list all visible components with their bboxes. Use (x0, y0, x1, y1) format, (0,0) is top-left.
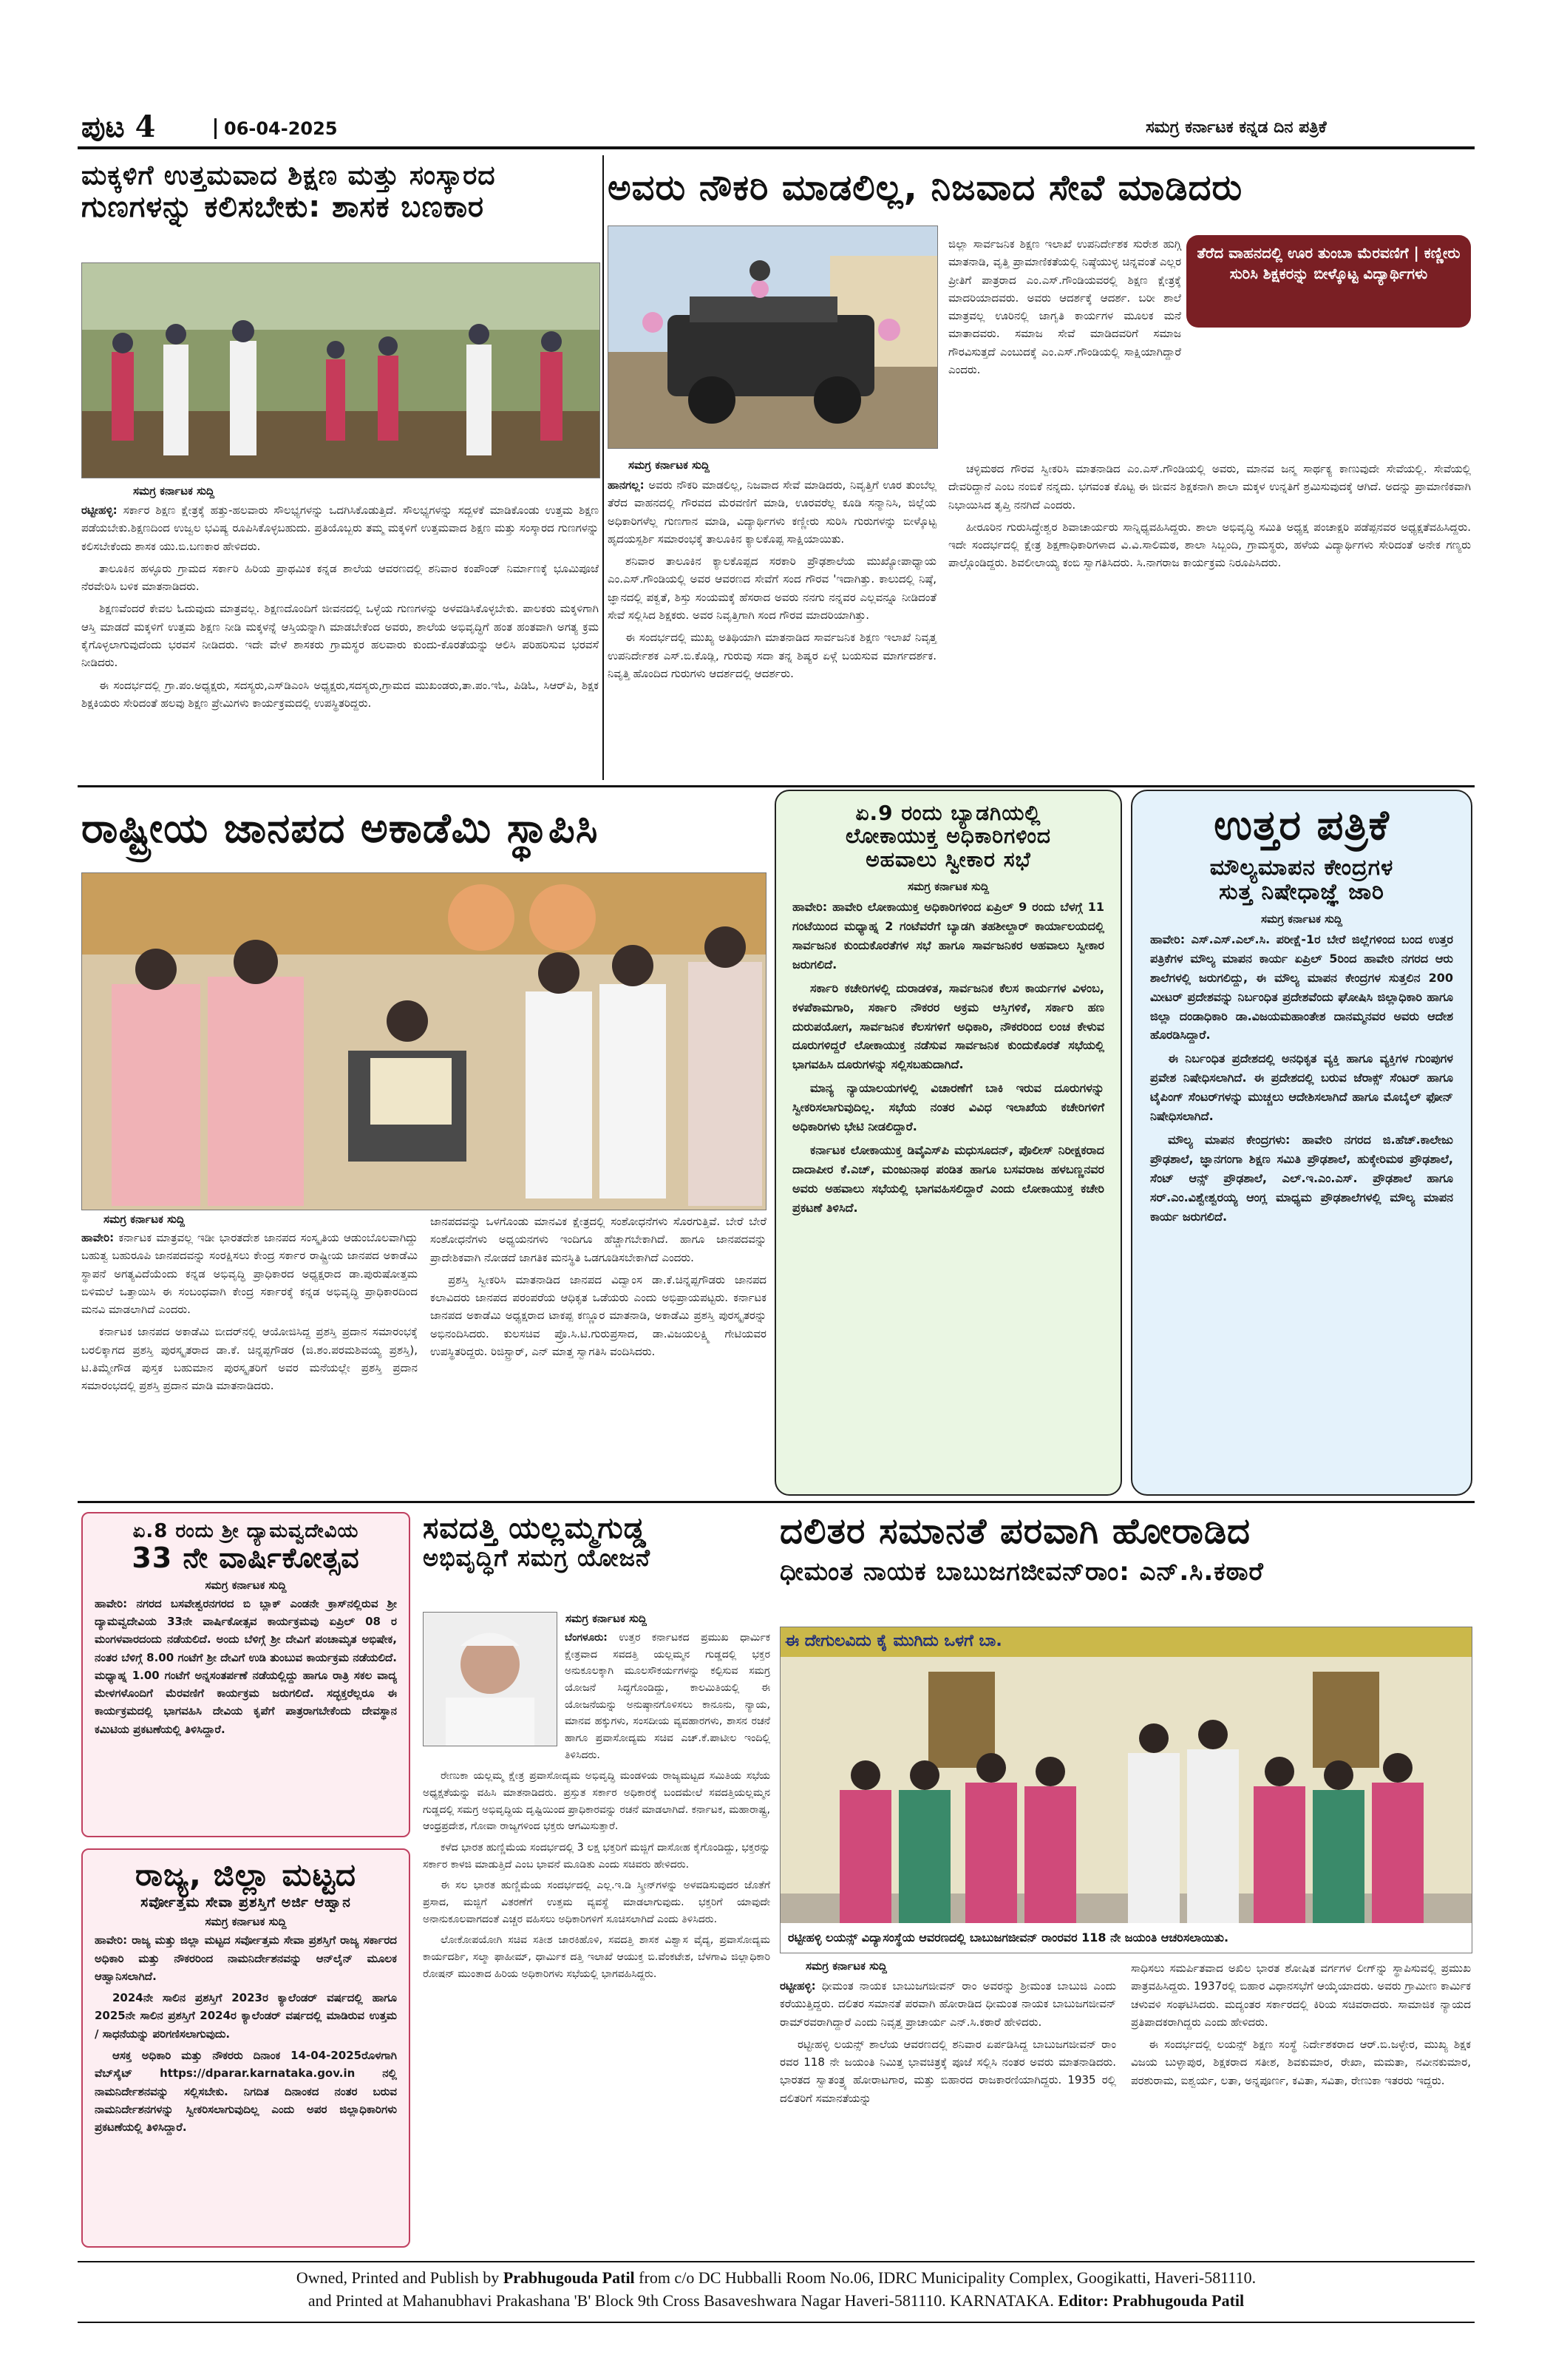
uttara-subtitle: ಮೌಲ್ಯಮಾಪನ ಕೇಂದ್ರಗಳ ಸುತ್ತ ನಿಷೇಧಾಜ್ಞೆ ಜಾರಿ (1209, 854, 1394, 906)
article1-headline: ಮಕ್ಕಳಿಗೆ ಉತ್ತಮವಾದ ಶಿಕ್ಷಣ ಮತ್ತು ಸಂಸ್ಕಾರದ ಗುಣಗಳನ್ನು ಕಲಿಸಬೇಕು: ಶಾಸಕ ಬಣಕಾರ (81, 160, 496, 225)
column-divider (602, 155, 604, 780)
masthead-date: 06-04-2025 (214, 118, 338, 139)
footer-imprint: Owned, Printed and Publish by Prabhugouda Patil from c/o DC Hubballi Room No.06, IDRC Municipality Complex, Googikatti, Haveri-581110. and Printed at Mahanubhavi Prakashana 'B' Block 9th Cross Basaveshwara Nagar Haveri-581110. KARNATAKA. Editor: Prabhugouda Patil (296, 2268, 1257, 2310)
dyamavva-dateline: ಹಾವೇರಿ: (95, 1596, 128, 1610)
article2-body-col3: ಚಳ್ಳಿಮಠದ ಗೌರವ ಸ್ವೀಕರಿಸಿ ಮಾತನಾಡಿದ ಎಂ.ಎಸ್.ಗೌಂಡಿಯಲ್ಲಿ ಅವರು, ಮಾನವ ಜನ್ಮ ಸಾರ್ಥಕ್ಯ ಕಾಣುವುದೇ ಸೇವೆಯಲ್ಲಿ. ಸೇವೆಯಲ್ಲಿ ದೇವರಿದ್ದಾನೆ ಎಂಬ ನಂಬಿಕೆ ನನ್ನದು. ಭಗವಂತ ಕೊಟ್ಟ ಈ ಜೀವನ ಶಿಕ್ಷಕನಾಗಿ ಶಾಲಾ ಮಕ್ಕಳ ಉನ್ನತಿಗೆ ಶ್ರಮಿಸುವುದಕ್ಕೆ ಆಗಿದೆ. ಅದನ್ನು ಪ್ರಾಮಾಣಿಕವಾಗಿ ನಿಭಾಯಿಸಿದ ತೃಪ್ತಿ ನನಗಿದೆ ಎಂದರು. ಹೀರೂರಿನ ಗುರುಸಿದ್ಧೇಶ್ವರ ಶಿವಾಚಾರ್ಯರು ಸಾನ್ನಿಧ್ಯವಹಿಸಿದ್ದರು. ಶಾಲಾ ಅಭಿವೃದ್ಧಿ ಸಮಿತಿ ಅಧ್ಯಕ್ಷ ಪಂಚಾಕ್ಷರಿ ಪಡೆಪ್ಪನವರ ಅಧ್ಯಕ್ಷತೆವಹಿಸಿದ್ದರು. ಇದೇ ಸಂದರ್ಭದಲ್ಲಿ ಕ್ಷೇತ್ರ ಶಿಕ್ಷಣಾಧಿಕಾರಿಗಳಾದ ವಿ.ವಿ.ಸಾಲಿಮಠ, ಶಾಲಾ ಸಿಬ್ಬಂದಿ, ಗ್ರಾಮಸ್ಥರು, ಹಳೆಯ ವಿದ್ಯಾರ್ಥಿಗಳು ಸೇರಿದಂತೆ ಅನೇಕ ಗಣ್ಯರು ಪಾಲ್ಗೊಂಡಿದ್ದರು. ಶಿವಲೀಲಾಯ್ಯ ಕಂಬಿ ಸ್ವಾಗತಿಸಿದರು. ಸಿ.ನಾಗರಾಜ ಕಾರ್ಯಕ್ರಮ ನಿರೂಪಿಸಿದರು. (948, 462, 1471, 570)
page-label: ಪುಟ 4 (81, 109, 156, 144)
article3-dateline: ಹಾವೇರಿ: (81, 1231, 115, 1244)
paper-name: ಸಮಗ್ರ ಕರ್ನಾಟಕ ಕನ್ನಡ ದಿನ ಪತ್ರಿಕೆ (1146, 118, 1327, 137)
article3-body-col1: ಹಾವೇರಿ: ಕರ್ನಾಟಕ ಮಾತ್ರವಲ್ಲ ಇಡೀ ಭಾರತದೇಶ ಜಾನಪದ ಸಂಸ್ಕೃತಿಯ ಆಡುಂಬೊಲವಾಗಿದ್ದು ಬಹುತ್ವ ಬಹುರೂಪಿ ಜಾನಪದವನ್ನು ಸಂರಕ್ಷಿಸಲು ಕೇಂದ್ರ ಸರ್ಕಾರ ರಾಷ್ಟ್ರೀಯ ಜಾನಪದ ಅಕಾಡೆಮಿ ಸ್ಥಾಪನೆ ಅಗತ್ಯವಿದೆಯೆಂದು ಕನ್ನಡ ಅಭಿವೃದ್ಧಿ ಪ್ರಾಧಿಕಾರದ ಅಧ್ಯಕ್ಷರಾದ ಡಾ.ಪುರುಷೋತ್ತಮ ಬಿಳಿಮಲೆ ಒತ್ತಾಯಿಸಿ ಈ ಸಂಬಂಧವಾಗಿ ಕೇಂದ್ರ ಸರ್ಕಾರಕ್ಕೆ ಕನ್ನಡ ಅಭಿವೃದ್ಧಿ ಪ್ರಾಧಿಕಾರದಿಂದ ಮನವಿ ಮಾಡಲಾಗಿದೆ ಎಂದರು. ಕರ್ನಾಟಕ ಜಾನಪದ ಅಕಾಡೆಮಿ ಬೀದರ್‌ನಲ್ಲಿ ಆಯೋಜಿಸಿದ್ದ ಪ್ರಶಸ್ತಿ ಪ್ರದಾನ ಸಮಾರಂಭಕ್ಕೆ ಬರಲಿಕ್ಕಾಗದ ಪ್ರಶಸ್ತಿ ಪುರಸ್ಕೃತರಾದ ಡಾ.ಕೆ. ಚಿನ್ನಪ್ಪಗೌಡರ (ಜಿ.ಶಂ.ಪರಮಶಿವಯ್ಯ ಪ್ರಶಸ್ತಿ), ಟಿ.ತಿಮ್ಮೇಗೌಡ ಪುಸ್ತಕ ಬಹುಮಾನ ಪುರಸ್ಕೃತರಿಗೆ ಅವರ ಮನೆಯಲ್ಲೇ ಪ್ರಶಸ್ತಿ ಪ್ರದಾನ ಸಮಾರಂಭದಲ್ಲಿ ಪ್ರಶಸ್ತಿ ಪ್ರದಾನ ಮಾಡಿ ಮಾತನಾಡಿದರು. (81, 1231, 418, 1393)
lokayukta-byline: ಸಮಗ್ರ ಕರ್ನಾಟಕ ಸುದ್ದಿ (908, 880, 989, 894)
article2-highlight-box: ತೆರೆದ ವಾಹನದಲ್ಲಿ ಊರ ತುಂಬಾ ಮೆರವಣಿಗೆ | ಕಣ್ಣೀರು ಸುರಿಸಿ ಶಿಕ್ಷಕರನ್ನು ಬೀಳ್ಕೊಟ್ಟ ವಿದ್ಯಾರ್ಥಿಗಳು (1186, 235, 1471, 328)
award-ceremony-photo (82, 873, 766, 1210)
article3-photo (81, 872, 766, 1210)
article5-photo (780, 1627, 1472, 1953)
award-body: ಹಾವೇರಿ: ರಾಜ್ಯ ಮತ್ತು ಜಿಲ್ಲಾ ಮಟ್ಟದ ಸರ್ವೋತ್ತಮ ಸೇವಾ ಪ್ರಶಸ್ತಿಗೆ ರಾಜ್ಯ ಸರ್ಕಾರದ ಅಧಿಕಾರಿ ಮತ್ತು ನೌಕರರಿಂದ ನಾಮನಿರ್ದೇಶನವನ್ನು ಆನ್‌ಲೈನ್ ಮೂಲಕ ಆಹ್ವಾನಿಸಲಾಗಿದೆ. 2024ನೇ ಸಾಲಿನ ಪ್ರಶಸ್ತಿಗೆ 2023ರ ಕ್ಯಾಲೆಂಡರ್ ವರ್ಷದಲ್ಲಿ ಹಾಗೂ 2025ನೇ ಸಾಲಿನ ಪ್ರಶಸ್ತಿಗೆ 2024ರ ಕ್ಯಾಲೆಂಡರ್ ವರ್ಷದಲ್ಲಿ ಮಾಡಿರುವ ಉತ್ತಮ / ಸಾಧನೆಯನ್ನು ಪರಿಗಣಿಸಲಾಗುವುದು. ಆಸಕ್ತ ಅಧಿಕಾರಿ ಮತ್ತು ನೌಕರರು ದಿನಾಂಕ 14-04-2025ರೊಳಗಾಗಿ ವೆಬ್‌ಸೈಟ್ https://dparar.karnataka.gov.in ನಲ್ಲಿ ನಾಮನಿರ್ದೇಶನವನ್ನು ಸಲ್ಲಿಸಬೇಕು. ನಿಗದಿತ ದಿನಾಂಕದ ನಂತರ ಬರುವ ನಾಮನಿರ್ದೇಶನಗಳನ್ನು ಸ್ವೀಕರಿಸಲಾಗುವುದಿಲ್ಲ ಎಂದು ಅಪರ ಜಿಲ್ಲಾಧಿಕಾರಿಗಳು ಪ್ರಕಟಣೆಯಲ್ಲಿ ತಿಳಿಸಿದ್ದಾರೆ. (95, 1933, 397, 2135)
uttara-body: ಹಾವೇರಿ: ಎಸ್.ಎಸ್.ಎಲ್.ಸಿ. ಪರೀಕ್ಷೆ-1ರ ಬೇರೆ ಜಿಲ್ಲೆಗಳಿಂದ ಬಂದ ಉತ್ತರ ಪತ್ರಿಕೆಗಳ ಮೌಲ್ಯ ಮಾಪನ ಕಾರ್ಯ ಏಪ್ರಿಲ್ 5ರಿಂದ ಹಾವೇರಿ ನಗರದ ಆರು ಶಾಲೆಗಳಲ್ಲಿ ಜರುಗಲಿದ್ದು, ಈ ಮೌಲ್ಯ ಮಾಪನ ಕೇಂದ್ರಗಳ ಸುತ್ತಲಿನ 200 ಮೀಟರ್ ಪ್ರದೇಶವನ್ನು ನಿರ್ಬಂಧಿತ ಪ್ರದೇಶವೆಂದು ಘೋಷಿಸಿ ಜಿಲ್ಲಾಧಿಕಾರಿ ಹಾಗೂ ಜಿಲ್ಲಾ ದಂಡಾಧಿಕಾರಿ ಡಾ.ವಿಜಯಮಹಾಂತೇಶ ದಾನಮ್ಮನವರ ಅವರು ಆದೇಶ ಹೊರಡಿಸಿದ್ದಾರೆ. ಈ ನಿರ್ಬಂಧಿತ ಪ್ರದೇಶದಲ್ಲಿ ಅನಧಿಕೃತ ವ್ಯಕ್ತಿ ಹಾಗೂ ವ್ಯಕ್ತಿಗಳ ಗುಂಪುಗಳ ಪ್ರವೇಶ ನಿಷೇಧಿಸಲಾಗಿದೆ. ಈ ಪ್ರದೇಶದಲ್ಲಿ ಬರುವ ಜೆರಾಕ್ಸ್ ಸೆಂಟರ್ ಹಾಗೂ ಟೈಪಿಂಗ್ ಸೆಂಟರ್‌ಗಳನ್ನು ಮುಚ್ಚಲು ಆದೇಶಿಸಲಾಗಿದೆ ಹಾಗೂ ಮೊಬೈಲ್ ಫೋನ್ ನಿಷೇಧಿಸಲಾಗಿದೆ. ಮೌಲ್ಯ ಮಾಪನ ಕೇಂದ್ರಗಳು: ಹಾವೇರಿ ನಗರದ ಜಿ.ಹೆಚ್.ಕಾಲೇಜು ಪ್ರೌಢಶಾಲೆ, ಜ್ಞಾನಗಂಗಾ ಶಿಕ್ಷಣ ಸಮಿತಿ ಪ್ರೌಢಶಾಲೆ, ಹುಕ್ಕೇರಿಮಠ ಪ್ರೌಢಶಾಲೆ, ಸೆಂಟ್ ಆನ್ಸ್ ಪ್ರೌಢಶಾಲೆ, ಎಲ್.ಇ.ಎಂ.ಎಸ್. ಪ್ರೌಢಶಾಲೆ ಹಾಗೂ ಸರ್.ಎಂ.ವಿಶ್ವೇಶ್ವರಯ್ಯ ಆಂಗ್ಲ ಮಾಧ್ಯಮ ಪ್ರೌಢಶಾಲೆಗಳಲ್ಲಿ ಮೌಲ್ಯ ಮಾಪನ ಕಾರ್ಯ ಜರುಗಲಿದೆ. (1150, 932, 1453, 1224)
article4-dateline: ಬೆಂಗಳೂರು: (565, 1632, 608, 1644)
article2-dateline: ಹಾನಗಲ್ಲ: (608, 478, 645, 492)
award-box (81, 1848, 410, 2248)
lokayukta-dateline: ಹಾವೇರಿ: (792, 900, 828, 915)
article2-headline: ಅವರು ನೌಕರಿ ಮಾಡಲಿಲ್ಲ, ನಿಜವಾದ ಸೇವೆ ಮಾಡಿದರು (608, 167, 1243, 208)
uttara-patrike-box (1131, 790, 1472, 1496)
lokayukta-body: ಹಾವೇರಿ: ಹಾವೇರಿ ಲೋಕಾಯುಕ್ತ ಅಧಿಕಾರಿಗಳಿಂದ ಏಪ್ರಿಲ್ 9 ರಂದು ಬೆಳಗ್ಗೆ 11 ಗಂಟೆಯಿಂದ ಮಧ್ಯಾಹ್ನ 2 ಗಂಟೆವರೆಗೆ ಬ್ಯಾಡಗಿ ತಹಶೀಲ್ದಾರ್ ಕಾರ್ಯಾಲಯದಲ್ಲಿ ಸಾರ್ವಜನಿಕ ಕುಂದುಕೊರತೆಗಳ ಸಭೆ ಹಾಗೂ ಸಾರ್ವಜನಿಕರ ಅಹವಾಲು ಸ್ವೀಕಾರ ಜರುಗಲಿದೆ. ಸರ್ಕಾರಿ ಕಚೇರಿಗಳಲ್ಲಿ ದುರಾಡಳಿತ, ಸಾರ್ವಜನಿಕ ಕೆಲಸ ಕಾರ್ಯಗಳ ವಿಳಂಬ, ಕಳಪೆಕಾಮಗಾರಿ, ಸರ್ಕಾರಿ ನೌಕರರ ಅಕ್ರಮ ಆಸ್ತಿಗಳಿಕೆ, ಸರ್ಕಾರಿ ಹಣ ದುರುಪಯೋಗ, ಸಾರ್ವಜನಿಕ ಕೆಲಸಗಳಿಗೆ ಅಧಿಕಾರಿ, ನೌಕರರಿಂದ ಲಂಚ ಕೇಳುವ ದೂರುಗಳಿದ್ದರೆ ಲೋಕಾಯುಕ್ತ ನಡೆಸುವ ಸಾರ್ವಜನಿಕ ಕುಂದುಕೊರತೆ ಸಭೆಯಲ್ಲಿ ಭಾಗವಹಿಸಿ ದೂರುಗಳನ್ನು ಸಲ್ಲಿಸಬಹುದಾಗಿದೆ. ಮಾನ್ಯ ನ್ಯಾಯಾಲಯಗಳಲ್ಲಿ ವಿಚಾರಣೆಗೆ ಬಾಕಿ ಇರುವ ದೂರುಗಳನ್ನು ಸ್ವೀಕರಿಸಲಾಗುವುದಿಲ್ಲ. ಸಭೆಯ ನಂತರ ವಿವಿಧ ಇಲಾಖೆಯ ಕಚೇರಿಗಳಿಗೆ ಅಧಿಕಾರಿಗಳು ಭೇಟಿ ನೀಡಲಿದ್ದಾರೆ. ಕರ್ನಾಟಕ ಲೋಕಾಯುಕ್ತ ಡಿವೈಎಸ್‌ಪಿ ಮಧುಸೂದನ್, ಪೊಲೀಸ್ ನಿರೀಕ್ಷಕರಾದ ದಾದಾಪೀರ ಕೆ.ಎಚ್, ಮಂಜುನಾಥ ಪಂಡಿತ ಹಾಗೂ ಬಸವರಾಜ ಹಳಬಣ್ಣನವರ ಅವರು ಅಹವಾಲು ಸಭೆಯಲ್ಲಿ ಭಾಗವಹಿಸಲಿದ್ದಾರೆ ಎಂದು ಲೋಕಾಯುಕ್ತ ಕಚೇರಿ ಪ್ರಕಟಣೆ ತಿಳಿಸಿದೆ. (792, 900, 1104, 1215)
uttara-title: ಉತ್ತರ ಪತ್ರಿಕೆ (1214, 801, 1390, 850)
section-rule (78, 785, 1475, 787)
article2-photo (608, 226, 938, 449)
article4-headline: ಸವದತ್ತಿ ಯಲ್ಲಮ್ಮಗುಡ್ಡ ಅಭಿವೃದ್ಧಿಗೆ ಸಮಗ್ರ ಯೋಜನೆ (423, 1511, 651, 1572)
jeep-procession-photo (608, 226, 937, 448)
article2-body-col2: ಜಿಲ್ಲಾ ಸಾರ್ವಜನಿಕ ಶಿಕ್ಷಣ ಇಲಾಖೆ ಉಪನಿರ್ದೇಶಕ ಸುರೇಶ ಹುಗ್ಗಿ ಮಾತನಾಡಿ, ವೃತ್ತಿ ಪ್ರಾಮಾಣಿಕತೆಯಲ್ಲಿ ನಿಷ್ಠೆಯುಳ್ಳ ಚಿನ್ನವಂತೆ ಎಲ್ಲರ ಪ್ರೀತಿಗೆ ಪಾತ್ರರಾದ ಎಂ.ಎಸ್.ಗೌಂಡಿಯವರಲ್ಲಿ ಶಿಕ್ಷಣ ಕ್ಷೇತ್ರಕ್ಕೆ ಮಾದರಿಯಾದವರು. ಅವರು ಆದರ್ಶಕ್ಕೆ ಆದರ್ಶ. ಬರೀ ಶಾಲೆ ಮಾತ್ರವಲ್ಲ ಊರಿನಲ್ಲಿ ಜಾಗೃತಿ ಕಾರ್ಯಗಳ ಮೂಲಕ ಮನೆ ಮಾತಾದವರು. ಸಮಾಜ ಸೇವೆ ಮಾಡಿದವರಿಗೆ ಸಮಾಜ ಗೌರವಿಸುತ್ತದೆ ಎಂಬುದಕ್ಕೆ ಎಂ.ಎಸ್.ಗೌಂಡಿಯಲ್ಲಿ ಸಾಕ್ಷಿಯಾಗಿದ್ದಾರೆ ಎಂದರು. (948, 237, 1181, 377)
article1-photo (81, 262, 600, 478)
article3-byline: ಸಮಗ್ರ ಕರ್ನಾಟಕ ಸುದ್ದಿ (103, 1213, 185, 1226)
article1-byline: ಸಮಗ್ರ ಕರ್ನಾಟಕ ಸುದ್ದಿ (133, 484, 214, 498)
students-planting-photo (82, 263, 599, 478)
footer-rule-top (78, 2261, 1475, 2262)
dyamavva-byline: ಸಮಗ್ರ ಕರ್ನಾಟಕ ಸುದ್ದಿ (205, 1578, 287, 1592)
article3-body-col2: ಜಾನಪದವನ್ನು ಒಳಗೊಂಡು ಮಾನವಿಕ ಕ್ಷೇತ್ರದಲ್ಲಿ ಸಂಶೋಧನೆಗಳು ಸೊರಗುತ್ತಿವೆ. ಬೇರೆ ಬೇರೆ ಸಂಶೋಧನೆಗಳು ಅಧ್ಯಯನಗಳು ಇಂದಿಗೂ ಹೆಚ್ಚಾಗಬೇಕಾಗಿದೆ. ಹಾಗೂ ಜಾನಪದವನ್ನು ಪ್ರಾದೇಶಿಕವಾಗಿ ನೋಡದೆ ಜಾಗತಿಕ ಮನಸ್ಥಿತಿ ಒಡಗೂಡಿಸಬೇಕಾಗಿದೆ ಎಂದರು. ಪ್ರಶಸ್ತಿ ಸ್ವೀಕರಿಸಿ ಮಾತನಾಡಿದ ಜಾನಪದ ವಿದ್ವಾಂಸ ಡಾ.ಕೆ.ಚಿನ್ನಪ್ಪಗೌಡರು ಜಾನಪದ ಕಲಾವಿದರು ಜಾನಪದ ಪರಂಪರೆಯ ಆಧಿಕೃತ ಒಡೆಯರು ಎಂದು ಅಭಿಪ್ರಾಯಪಟ್ಟರು. ಕರ್ನಾಟಕ ಜಾನಪದ ಅಕಾಡೆಮಿ ಅಧ್ಯಕ್ಷರಾದ ಟಾಕಪ್ಪ ಕಣ್ಣೂರ ಮಾತನಾಡಿ, ಅಕಾಡೆಮಿ ಪ್ರಶಸ್ತಿ ಪುರಸ್ಕೃತರನ್ನು ಅಭಿನಂದಿಸಿದರು. ಕುಲಸಚಿವ ಪ್ರೊ.ಸಿ.ಟಿ.ಗುರುಪ್ರಸಾದ, ಡಾ.ವಿಜಯಲಕ್ಷ್ಮಿ ಗೇಟಿಯವರ ಉಪಸ್ಥಿತರಿದ್ದರು. ರಿಜಿಸ್ಟ್ರಾರ್, ಎನ್ ಮಾತ್ತ ಸ್ವಾಗತಿಸಿ ವಂದಿಸಿದರು. (430, 1215, 766, 1359)
article1-body: ರಟ್ಟೀಹಳ್ಳಿ: ಸರ್ಕಾರ ಶಿಕ್ಷಣ ಕ್ಷೇತ್ರಕ್ಕೆ ಹತ್ತು-ಹಲವಾರು ಸೌಲಭ್ಯಗಳನ್ನು ಒದಗಿಸಿಕೊಡುತ್ತಿದೆ. ಸೌಲಭ್ಯಗಳನ್ನು ಸದ್ಬಳಕೆ ಮಾಡಿಕೊಂಡು ಉತ್ತಮ ಶಿಕ್ಷಣ ಪಡೆಯಬೇಕು.ಶಿಕ್ಷಣದಿಂದ ಉಜ್ವಲ ಭವಿಷ್ಯ ರೂಪಿಸಿಕೊಳ್ಳಬಹುದು. ಪ್ರತಿಯೊಬ್ಬರು ತಮ್ಮ ಮಕ್ಕಳಿಗೆ ಉತ್ತಮವಾದ ಶಿಕ್ಷಣ ಮತ್ತು ಸಂಸ್ಕಾರದ ಗುಣಗಳನ್ನು ಕಲಿಸಬೇಕೆಂದು ಶಾಸಕ ಯು.ಬಿ.ಬಣಕಾರ ಹೇಳಿದರು. ತಾಲೂಕಿನ ಹಳ್ಳೂರು ಗ್ರಾಮದ ಸರ್ಕಾರಿ ಹಿರಿಯ ಪ್ರಾಥಮಿಕ ಕನ್ನಡ ಶಾಲೆಯ ಆವರಣದಲ್ಲಿ ಶನಿವಾರ ಕಂಪೌಂಡ್ ನಿರ್ಮಾಣಕ್ಕೆ ಭೂಮಿಪೂಜೆ ನೆರವೇರಿಸಿ ಬಳಿಕ ಮಾತನಾಡಿದರು. ಶಿಕ್ಷಣವೆಂದರೆ ಕೇವಲ ಓದುವುದು ಮಾತ್ರವಲ್ಲ. ಶಿಕ್ಷಣದೊಂದಿಗೆ ಜೀವನದಲ್ಲಿ ಒಳ್ಳೆಯ ಗುಣಗಳನ್ನು ಅಳವಡಿಸಿಕೊಳ್ಳಬೇಕು. ಪಾಲಕರು ಮಕ್ಕಳಿಗಾಗಿ ಆಸ್ತಿ ಮಾಡದೆ ಮಕ್ಕಳಿಗೆ ಉತ್ತಮ ಶಿಕ್ಷಣ ನೀಡಿ ಮಕ್ಕಳನ್ನೆ ಆಸ್ತಿಯನ್ನಾಗಿ ಮಾಡಬೇಕೆಂದ ಅವರು, ಶಾಲೆಯ ಅಭಿವೃದ್ಧಿಗೆ ಹಂತ ಹಂತವಾಗಿ ಅಗತ್ಯ ಕ್ರಮ ಕೈಗೊಳ್ಳಲಾಗುವುದೆಂದು ಭರವಸೆ ನೀಡಿದರು. ಇದೇ ವೇಳೆ ಶಾಸಕರು ಗ್ರಾಮಸ್ಥರ ಹಲವಾರು ಕುಂದು-ಕೊರತೆಯನ್ನು ಆಲಿಸಿ ಪರಿಹರಿಸುವ ಭರವಸೆ ನೀಡಿದರು. ಈ ಸಂದರ್ಭದಲ್ಲಿ ಗ್ರಾ.ಪಂ.ಅಧ್ಯಕ್ಷರು, ಸದಸ್ಯರು,ಎಸ್‌ಡಿಎಂಸಿ ಅಧ್ಯಕ್ಷರು,ಸದಸ್ಯರು,ಗ್ರಾಮದ ಮುಖಂಡರು,ತಾ.ಪಂ.ಇಓ, ಪಿಡಿಓ, ಸಿಆರ್‌ಪಿ, ಶಿಕ್ಷಕ ಶಿಕ್ಷಕಿಯರು ಸೇರಿದಂತೆ ಹಲವು ಶಿಕ್ಷಣ ಪ್ರೇಮಿಗಳು ಕಾರ್ಯಕ್ರಮದಲ್ಲಿ ಉಪಸ್ಥಿತರಿದ್ದರು. (81, 504, 599, 710)
uttara-dateline: ಹಾವೇರಿ: (1150, 932, 1186, 946)
article5-byline: ಸಮಗ್ರ ಕರ್ನಾಟಕ ಸುದ್ದಿ (806, 1959, 887, 1973)
jayanti-group-photo (781, 1627, 1472, 1953)
footer-rule-bottom (78, 2322, 1475, 2323)
uttara-byline: ಸಮಗ್ರ ಕರ್ನಾಟಕ ಸುದ್ದಿ (1261, 912, 1342, 926)
article4-byline: ಸಮಗ್ರ ಕರ್ನಾಟಕ ಸುದ್ದಿ (565, 1612, 647, 1625)
dyamavva-title: ಏ.8 ರಂದು ಶ್ರೀ ದ್ಯಾಮವ್ವದೇವಿಯ 33 ನೇ ವಾರ್ಷಿಕೋತ್ಸವ (132, 1520, 360, 1575)
article5-body-col1: ರಟ್ಟೀಹಳ್ಳಿ: ಧೀಮಂತ ನಾಯಕ ಬಾಬುಜಗಜೀವನ್ ರಾಂ ಅವರನ್ನು ಶ್ರೀಮಂತ ಬಾಬುಜಿ ಎಂದು ಕರೆಯುತ್ತಿದ್ದರು. ದಲಿತರ ಸಮಾನತೆ ಪರವಾಗಿ ಹೋರಾಡಿದ ಧೀಮಂತ ನಾಯಕ ಬಾಬುಜಗಜೀವನ್ ರಾಮ್‌ರವರಾಗಿದ್ದಾರೆ ಎಂದು ನಿವೃತ್ತ ಪ್ರಾಚಾರ್ಯ ಎನ್.ಸಿ.ಕಠಾರೆ ಹೇಳಿದರು. ರಟ್ಟೀಹಳ್ಳಿ ಲಯನ್ಸ್ ಶಾಲೆಯ ಆವರಣದಲ್ಲಿ ಶನಿವಾರ ಏರ್ಪಡಿಸಿದ್ದ ಬಾಬುಜಗಜೀವನ್ ರಾಂ ರವರ 118 ನೇ ಜಯಂತಿ ನಿಮಿತ್ತ ಭಾವಚಿತ್ರಕ್ಕೆ ಪೂಜೆ ಸಲ್ಲಿಸಿ ನಂತರ ಅವರು ಮಾತನಾಡಿದರು. ಭಾರತದ ಸ್ವಾತಂತ್ರ್ಯ ಹೋರಾಟಗಾರ, ಮತ್ತು ಬಿಹಾರದ ರಾಜಕಾರಣಿಯಾಗಿದ್ದರು. 1935 ರಲ್ಲಿ ದಲಿತರಿಗೆ ಸಮಾನತೆಯನ್ನು (780, 1979, 1116, 2105)
article3-headline: ರಾಷ್ಟ್ರೀಯ ಜಾನಪದ ಅಕಾಡೆಮಿ ಸ್ಥಾಪಿಸಿ (81, 804, 599, 852)
article5-headline: ದಲಿತರ ಸಮಾನತೆ ಪರವಾಗಿ ಹೋರಾಡಿದ ಧೀಮಂತ ನಾಯಕ ಬಾಬುಜಗಜೀವನ್‌ರಾಂ: ಎನ್.ಸಿ.ಕಠಾರೆ (780, 1511, 1264, 1587)
article4-body: ಬೆಂಗಳೂರು: ಉತ್ತರ ಕರ್ನಾಟಕದ ಪ್ರಮುಖ ಧಾರ್ಮಿಕ ಕ್ಷೇತ್ರವಾದ ಸವದತ್ತಿ ಯಲ್ಲಮ್ಮನ ಗುಡ್ಡದಲ್ಲಿ ಭಕ್ತರ ಅನುಕೂಲಕ್ಕಾಗಿ ಮೂಲಸೌಕರ್ಯಗಳನ್ನು ಕಲ್ಪಿಸುವ ಸಮಗ್ರ ಯೋಜನೆ ಸಿದ್ಧಗೊಂಡಿದ್ದು, ಕಾಲಮಿತಿಯಲ್ಲಿ ಈ ಯೋಜನೆಯನ್ನು ಅನುಷ್ಠಾನಗೊಳಿಸಲು ಕಾನೂನು, ನ್ಯಾಯ, ಮಾನವ ಹಕ್ಕುಗಳು, ಸಂಸದೀಯ ವ್ಯವಹಾರಗಳು, ಶಾಸನ ರಚನೆ ಹಾಗೂ ಪ್ರವಾಸೋದ್ಯಮ ಸಚಿವ ಎಚ್.ಕೆ.ಪಾಟೀಲ ಇಂದಿಲ್ಲಿ ತಿಳಿಸಿದರು. ರೇಣುಕಾ ಯಲ್ಲಮ್ಮ ಕ್ಷೇತ್ರ ಪ್ರವಾಸೋದ್ಯಮ ಅಭಿವೃದ್ಧಿ ಮಂಡಳಿಯ ರಾಜ್ಯಮಟ್ಟದ ಸಮಿತಿಯ ಸಭೆಯ ಅಧ್ಯಕ್ಷತೆಯನ್ನು ವಹಿಸಿ ಮಾತನಾಡಿದರು. ಪ್ರಸ್ತುತ ಸರ್ಕಾರ ಅಧಿಕಾರಕ್ಕೆ ಬಂದಮೇಲೆ ಸವದತ್ತಿಯಲ್ಲಮ್ಮನ ಗುಡ್ಡದಲ್ಲಿ ಸಮಗ್ರ ಅಭಿವೃದ್ಧಿಯ ದೃಷ್ಟಿಯಿಂದ ಪ್ರಾಧಿಕಾರವನ್ನು ರಚನೆ ಮಾಡಲಾಗಿದೆ. ಕರ್ನಾಟಕ, ಮಹಾರಾಷ್ಟ್ರ, ಆಂಧ್ರಪ್ರದೇಶ, ಗೋವಾ ರಾಜ್ಯಗಳಿಂದ ಭಕ್ತರು ಆಗಮಿಸುತ್ತಾರೆ. ಕಳೆದ ಭಾರತ ಹುಣ್ಣಿಮೆಯ ಸಂದರ್ಭದಲ್ಲಿ 3 ಲಕ್ಷ ಭಕ್ತರಿಗೆ ಮಜ್ಜಿಗೆ ದಾಸೋಹ ಕೈಗೊಂಡಿದ್ದು, ಭಕ್ತರನ್ನು ಸರ್ಕಾರ ಕಾಳಜಿ ಮಾಡುತ್ತಿದೆ ಎಂಬ ಭಾವನೆ ಮೂಡಿತು ಎಂದು ಸಚಿವರು ಹೇಳಿದರು. ಈ ಸಲ ಭಾರತ ಹುಣ್ಣಿಮೆಯ ಸಂದರ್ಭದಲ್ಲಿ ಎಲ್ಲ.ಇ.ಡಿ ಸ್ಕ್ರೀನ್‌ಗಳನ್ನು ಅಳವಡಿಸುವುದರ ಜೊತೆಗೆ ಪ್ರಸಾದ, ಮಜ್ಜಿಗೆ ವಿತರಣೆಗೆ ಉತ್ತಮ ವ್ಯವಸ್ಥೆ ಮಾಡಲಾಗುವುದು. ಭಕ್ತರಿಗೆ ಯಾವುದೇ ಅನಾನುಕೂಲವಾಗದಂತೆ ಎಚ್ಚರ ವಹಿಸಲು ಅಧಿಕಾರಿಗಳಿಗೆ ಸೂಚಿಸಲಾಗಿದೆ ಎಂದು ತಿಳಿಸಿದರು. ಲೋಕೋಪಯೋಗಿ ಸಚಿವ ಸತೀಶ ಜಾರಕಿಹೊಳಿ, ಸವದತ್ತಿ ಶಾಸಕ ವಿಶ್ವಾಸ ವೈದ್ಯ, ಪ್ರವಾಸೋದ್ಯಮ ಕಾರ್ಯದರ್ಶಿ, ಸಲ್ಮಾ ಫಾಹೀಮ್, ಧಾರ್ಮಿಕ ದತ್ತಿ ಇಲಾಖೆ ಆಯುಕ್ತ ಬಿ.ವೆಂಕಟೇಶ, ಬೆಳಗಾವಿ ಜಿಲ್ಲಾಧಿಕಾರಿ ರೋಷನ್ ಮುಂತಾದ ಹಿರಿಯ ಅಧಿಕಾರಿಗಳು ಸಭೆಯಲ್ಲಿ ಭಾಗವಹಿಸಿದ್ದರು. (423, 1632, 770, 1980)
award-title: ರಾಜ್ಯ, ಜಿಲ್ಲಾ ಮಟ್ಟದ (135, 1857, 357, 1893)
article5-photo-banner: ಈ ದೇಗುಲವಿದು ಕೈ ಮುಗಿದು ಒಳಗೆ ಬಾ. (785, 1632, 1002, 1650)
article1-dateline: ರಟ್ಟೀಹಳ್ಳಿ: (81, 504, 118, 517)
article2-byline: ಸಮಗ್ರ ಕರ್ನಾಟಕ ಸುದ್ದಿ (628, 458, 710, 472)
lokayukta-title: ಏ.9 ರಂದು ಬ್ಯಾಡಗಿಯಲ್ಲಿ ಲೋಕಾಯುಕ್ತ ಅಧಿಕಾರಿಗಳಿಂದ ಅಹವಾಲು ಸ್ವೀಕಾರ ಸಭೆ (845, 801, 1051, 872)
article5-caption: ರಟ್ಟೀಹಳ್ಳಿ ಲಯನ್ಸ್ ವಿದ್ಯಾಸಂಸ್ಥೆಯ ಆವರಣದಲ್ಲಿ ಬಾಬುಜಗಜೀವನ್ ರಾಂರವರ 118 ನೇ ಜಯಂತಿ ಆಚರಿಸಲಾಯಿತು. (781, 1923, 1472, 1953)
lokayukta-box (775, 790, 1122, 1496)
article5-body-col2: ಸಾಧಿಸಲು ಸಮರ್ಪಿತವಾದ ಅಖಿಲ ಭಾರತ ಶೋಷಿತ ವರ್ಗಗಳ ಲೀಗ್‌ನ್ನು ಸ್ಥಾಪಿಸುವಲ್ಲಿ ಪ್ರಮುಖ ಪಾತ್ರವಹಿಸಿದ್ದರು. 1937ರಲ್ಲಿ ಬಿಹಾರ ವಿಧಾನಸಭೆಗೆ ಆಯ್ಕೆಯಾದರು. ಅವರು ಗ್ರಾಮೀಣ ಕಾರ್ಮಿಕ ಚಳುವಳಿ ಸಂಘಟಿಸಿದರು. ಮದ್ಯಂತರ ಸರ್ಕಾರದಲ್ಲಿ ಕಿರಿಯ ಸಚಿವರಾದರು. ಸಾಮಾಜಿಕ ನ್ಯಾಯದ ಪ್ರತಿಪಾದಕರಾಗಿದ್ದರು ಎಂದು ಹೇಳಿದರು. ಈ ಸಂದರ್ಭದಲ್ಲಿ ಲಯನ್ಸ್ ಶಿಕ್ಷಣ ಸಂಸ್ಥೆ ನಿರ್ದೇಶಕರಾದ ಆರ್.ಬಿ.ಜಳ್ಳೇರ, ಮುಖ್ಯ ಶಿಕ್ಷಕ ವಿಜಯ ಬುಳ್ಳಾಪುರ, ಶಿಕ್ಷಕರಾದ ಸತೀಶ, ಶಿವಕುಮಾರ, ರೇಖಾ, ಮಮತಾ, ನವೀನಕುಮಾರ, ಪರಶುರಾಮ, ಐಶ್ವರ್ಯ, ಲತಾ, ಅನ್ನಪೂರ್ಣ, ಕವಿತಾ, ಸವಿತಾ, ರೇಣುಕಾ ಇತರರು ಇದ್ದರು. (1131, 1962, 1471, 2087)
award-byline: ಸಮಗ್ರ ಕರ್ನಾಟಕ ಸುದ್ದಿ (205, 1915, 287, 1929)
section-rule-2 (78, 1501, 1475, 1503)
article2-body-col1: ಹಾನಗಲ್ಲ: ಅವರು ನೌಕರಿ ಮಾಡಲಿಲ್ಲ, ನಿಜವಾದ ಸೇವೆ ಮಾಡಿದರು, ನಿವೃತ್ತಿಗೆ ಊರ ತುಂಬೆಲ್ಲ ತೆರೆದ ವಾಹನದಲ್ಲಿ ಗೌರವದ ಮೆರವಣಿಗೆ ಮಾಡಿ, ಊರವರೆಲ್ಲ ಕೂಡಿ ಸನ್ಮಾನಿಸಿ, ಜಿಲ್ಲೆಯ ಅಧಿಕಾರಿಗಳೆಲ್ಲ ಗುಣಗಾನ ಮಾಡಿ, ವಿದ್ಯಾರ್ಥಿಗಳು ಕಣ್ಣೀರು ಸುರಿಸಿ ಗುರುಗಳನ್ನು ಬೀಳ್ಕೊಟ್ಟ ಹೃದಯಸ್ಪರ್ಶಿ ಸಮಾರಂಭಕ್ಕೆ ತಾಲೂಕಿನ ಕ್ಯಾಲಕೊಪ್ಪ ಸಾಕ್ಷಿಯಾಯಿತು. ಶನಿವಾರ ತಾಲೂಕಿನ ಕ್ಯಾಲಕೊಪ್ಪದ ಸರಕಾರಿ ಪ್ರೌಢಶಾಲೆಯ ಮುಖ್ಯೋಪಾಧ್ಯಾಯ ಎಂ.ಎಸ್.ಗೌಂಡಿಯಲ್ಲಿ ಅವರ ಆವರಣದ ಸೇವೆಗೆ ಸಂದ ಗೌರವ 'ಇದಾಗಿತ್ತು. ಕಾಲುದಲ್ಲಿ ನಿಷ್ಠೆ, ಜ್ಞಾನದಲ್ಲಿ ಪಕ್ವತೆ, ಶಿಸ್ತು ಸಂಯಮಕ್ಕೆ ಹೆಸರಾದ ಅವರು ನನಗು ನನ್ನವರ ಎಲ್ಲವನ್ನೂ ನೀಡಿದಂತೆ ಸೇವೆ ಸಲ್ಲಿಸಿದ ಶಿಕ್ಷಕರು. ಅವರ ನಿವೃತ್ತಿಗಾಗಿ ಸಂದ ಗೌರವ ಮಾದರಿಯಾಗಿತ್ತು. ಈ ಸಂದರ್ಭದಲ್ಲಿ ಮುಖ್ಯ ಅತಿಥಿಯಾಗಿ ಮಾತನಾಡಿದ ಸಾರ್ವಜನಿಕ ಶಿಕ್ಷಣ ಇಲಾಖೆ ನಿವೃತ್ತ ಉಪನಿರ್ದೇಶಕ ಎಸ್.ಬಿ.ಕೊಡ್ಲಿ, ಗುರುವು ಸದಾ ತನ್ನ ಶಿಷ್ಯರ ಏಳ್ಗೆ ಬಯಸುವ ಮಾರ್ಗದರ್ಶಕ. ನಿವೃತ್ತಿ ಹೊಂದಿದ ಗುರುಗಳು ಆದರ್ಶದಲ್ಲಿ ಆದರ್ಶರು. (608, 478, 937, 680)
masthead-rule (78, 146, 1475, 149)
award-subtitle: ಸರ್ವೋತ್ತಮ ಸೇವಾ ಪ್ರಶಸ್ತಿಗೆ ಅರ್ಜಿ ಆಹ್ವಾನ (140, 1894, 351, 1911)
award-dateline: ಹಾವೇರಿ: (95, 1933, 128, 1947)
article5-dateline: ರಟ್ಟೀಹಳ್ಳಿ: (780, 1979, 816, 1993)
dyamavva-box (81, 1512, 410, 1837)
dyamavva-body: ಹಾವೇರಿ: ನಗರದ ಬಸವೇಶ್ವರನಗರದ ಬಿ ಬ್ಲಾಕ್ ಎಂಡನೇ ಕ್ರಾಸ್‌ನಲ್ಲಿರುವ ಶ್ರೀ ದ್ಯಾಮವ್ವದೇವಿಯ 33ನೇ ವಾರ್ಷಿಕೋತ್ಸವ ಕಾರ್ಯಕ್ರಮವು ಏಪ್ರಿಲ್ 08 ರ ಮಂಗಳವಾರದಂದು ನಡೆಯಲಿದೆ. ಅಂದು ಬೆಳಿಗ್ಗೆ ಶ್ರೀ ದೇವಿಗೆ ಪಂಚಾಮೃತ ಅಭಿಷೇಕ, ನಂತರ ಬೆಳಿಗ್ಗೆ 8.00 ಗಂಟೆಗೆ ಶ್ರೀ ದೇವಿಗೆ ಉಡಿ ತುಂಬುವ ಕಾರ್ಯಕ್ರಮ ನಡೆಯಲಿದೆ. ಮಧ್ಯಾಹ್ನ 1.00 ಗಂಟೆಗೆ ಅನ್ನಸಂತರ್ಪಣೆ ನಡೆಯಲ್ಲಿದ್ದು ಹಾಗೂ ರಾತ್ರಿ ಸಕಲ ವಾದ್ಯ ಮೇಳಗಳೊಂದಿಗೆ ಮೆರವಣಿಗೆ ಕಾರ್ಯಕ್ರಮ ಜರುಗಲಿದೆ. ಸದ್ಭಕ್ತರೆಲ್ಲರೂ ಈ ಕಾರ್ಯಕ್ರಮದಲ್ಲಿ ಭಾಗವಹಿಸಿ ದೇವಿಯ ಕೃಪೆಗೆ ಪಾತ್ರರಾಗಬೇಕೆಂದು ದೇವಸ್ಥಾನ ಕಮಿಟಿಯ ಪ್ರಕಟಣೆಯಲ್ಲಿ ತಿಳಿಸಿದ್ದಾರೆ. (95, 1596, 397, 1736)
